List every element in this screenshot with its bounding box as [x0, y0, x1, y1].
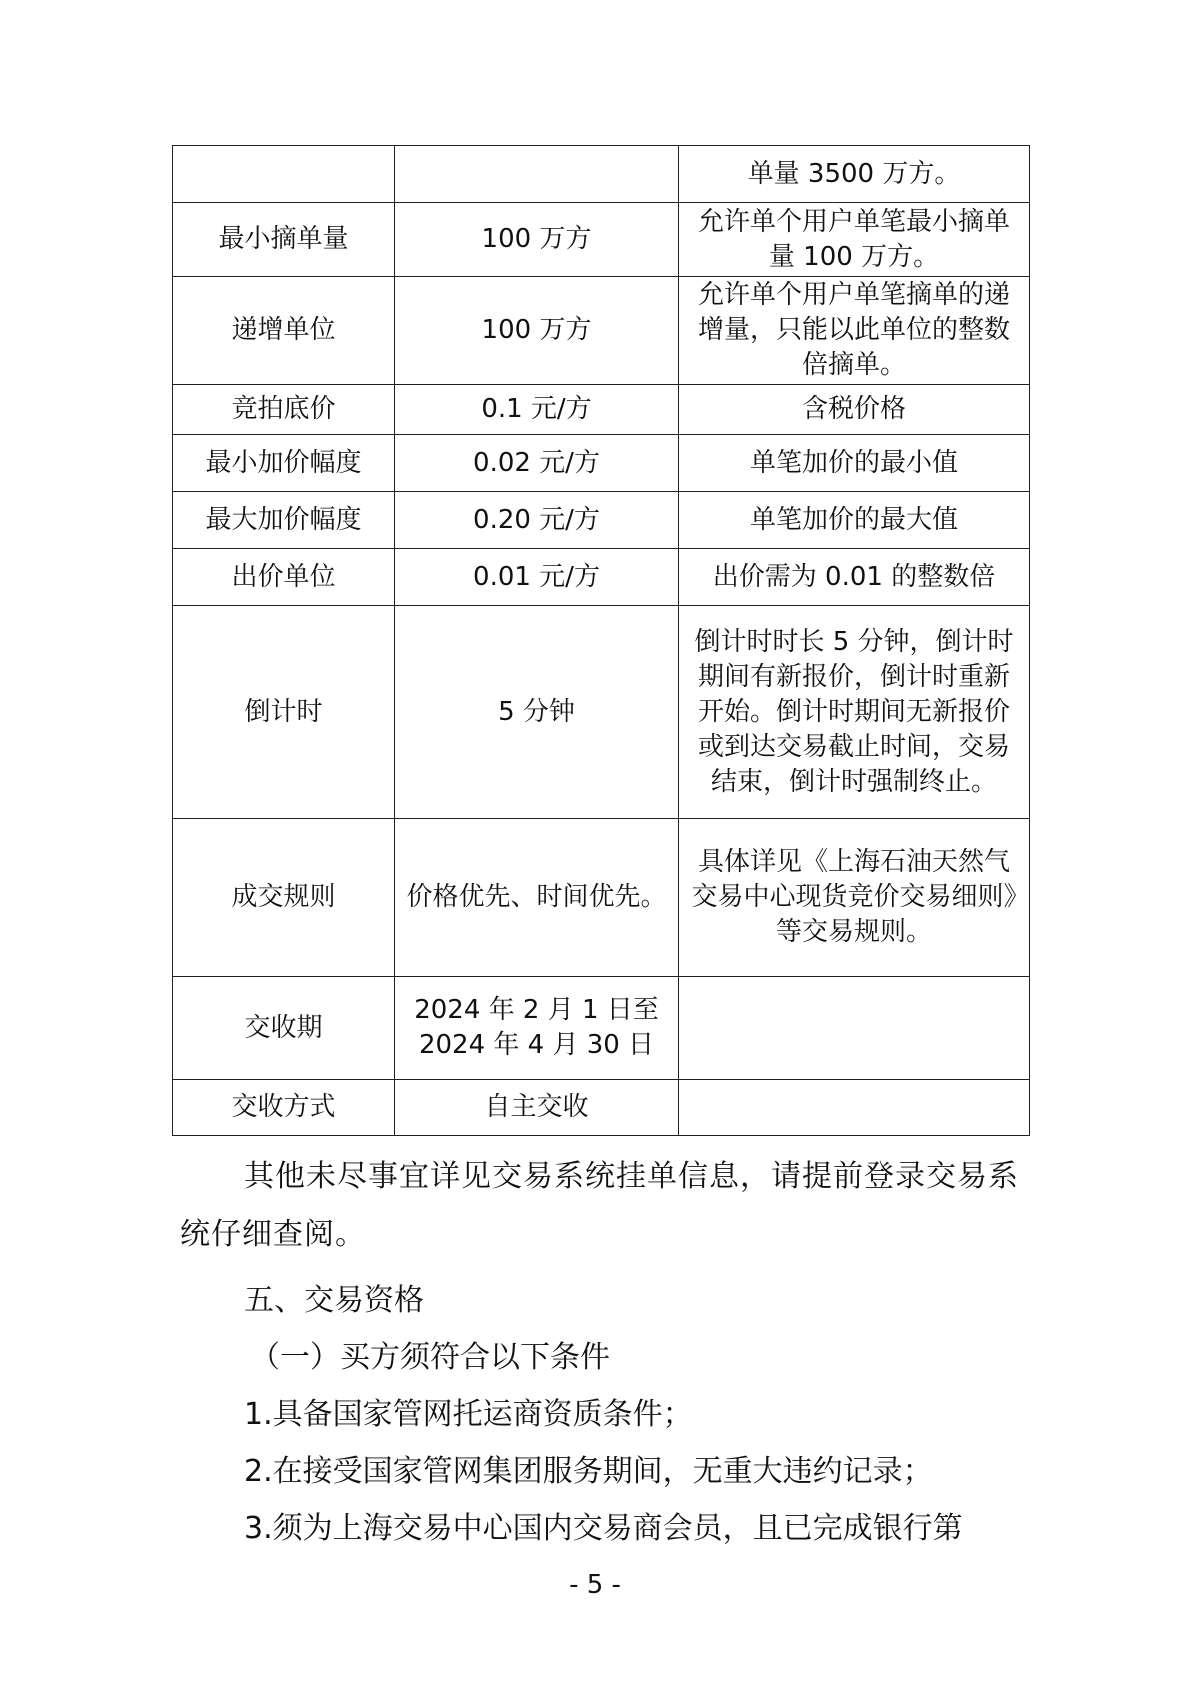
param-value: 100 万方	[395, 203, 679, 277]
table-row	[173, 385, 1030, 435]
table-row	[173, 277, 1030, 385]
section-heading: 五、交易资格	[244, 1283, 424, 1318]
param-note	[679, 977, 1030, 1080]
table-row	[173, 435, 1030, 492]
list-item: 3.须为上海交易中心国内交易商会员，且已完成银行第	[244, 1511, 963, 1546]
param-name: 最大加价幅度	[173, 492, 395, 549]
param-note: 单量 3500 万方。	[679, 146, 1030, 203]
closing-paragraph: 其他未尽事宜详见交易系统挂单信息，请提前登录交易系统仔细查阅。	[180, 1159, 1019, 1252]
param-name	[173, 146, 395, 203]
list-item: 1.具备国家管网托运商资质条件；	[244, 1397, 693, 1432]
table-row	[173, 1080, 1030, 1136]
table-row	[173, 146, 1030, 203]
param-note	[679, 1080, 1030, 1136]
table-row	[173, 977, 1030, 1080]
param-value: 自主交收	[395, 1080, 679, 1136]
param-note: 倒计时时长 5 分钟，倒计时期间有新报价，倒计时重新开始。倒计时期间无新报价或到达交易截止时间，交易结束，倒计时强制终止。	[679, 606, 1030, 819]
param-value: 0.1 元/方	[395, 385, 679, 435]
param-note: 具体详见《上海石油天然气交易中心现货竞价交易细则》等交易规则。	[679, 819, 1030, 977]
param-note: 允许单个用户单笔摘单的递增量，只能以此单位的整数倍摘单。	[679, 277, 1030, 385]
list-item: 2.在接受国家管网集团服务期间，无重大违约记录；	[244, 1454, 933, 1489]
param-value: 0.01 元/方	[395, 549, 679, 606]
trading-parameters-table	[172, 145, 1030, 1136]
param-value: 5 分钟	[395, 606, 679, 819]
param-name: 交收期	[173, 977, 395, 1080]
param-note: 允许单个用户单笔最小摘单量 100 万方。	[679, 203, 1030, 277]
param-value	[395, 146, 679, 203]
param-name: 出价单位	[173, 549, 395, 606]
param-name: 最小摘单量	[173, 203, 395, 277]
param-note: 单笔加价的最小值	[679, 435, 1030, 492]
param-name: 最小加价幅度	[173, 435, 395, 492]
param-value: 100 万方	[395, 277, 679, 385]
table-row	[173, 549, 1030, 606]
param-name: 竞拍底价	[173, 385, 395, 435]
param-name: 交收方式	[173, 1080, 395, 1136]
param-note: 单笔加价的最大值	[679, 492, 1030, 549]
table-row	[173, 203, 1030, 277]
param-value: 价格优先、时间优先。	[395, 819, 679, 977]
table-row	[173, 492, 1030, 549]
param-name: 递增单位	[173, 277, 395, 385]
table-row	[173, 606, 1030, 819]
param-value: 0.20 元/方	[395, 492, 679, 549]
param-note: 含税价格	[679, 385, 1030, 435]
page-number: - 5 -	[569, 1570, 621, 1600]
param-value: 2024 年 2 月 1 日至 2024 年 4 月 30 日	[395, 977, 679, 1080]
param-note: 出价需为 0.01 的整数倍	[679, 549, 1030, 606]
param-name: 倒计时	[173, 606, 395, 819]
param-name: 成交规则	[173, 819, 395, 977]
param-value: 0.02 元/方	[395, 435, 679, 492]
subsection-heading: （一）买方须符合以下条件	[250, 1340, 610, 1375]
table-row	[173, 819, 1030, 977]
